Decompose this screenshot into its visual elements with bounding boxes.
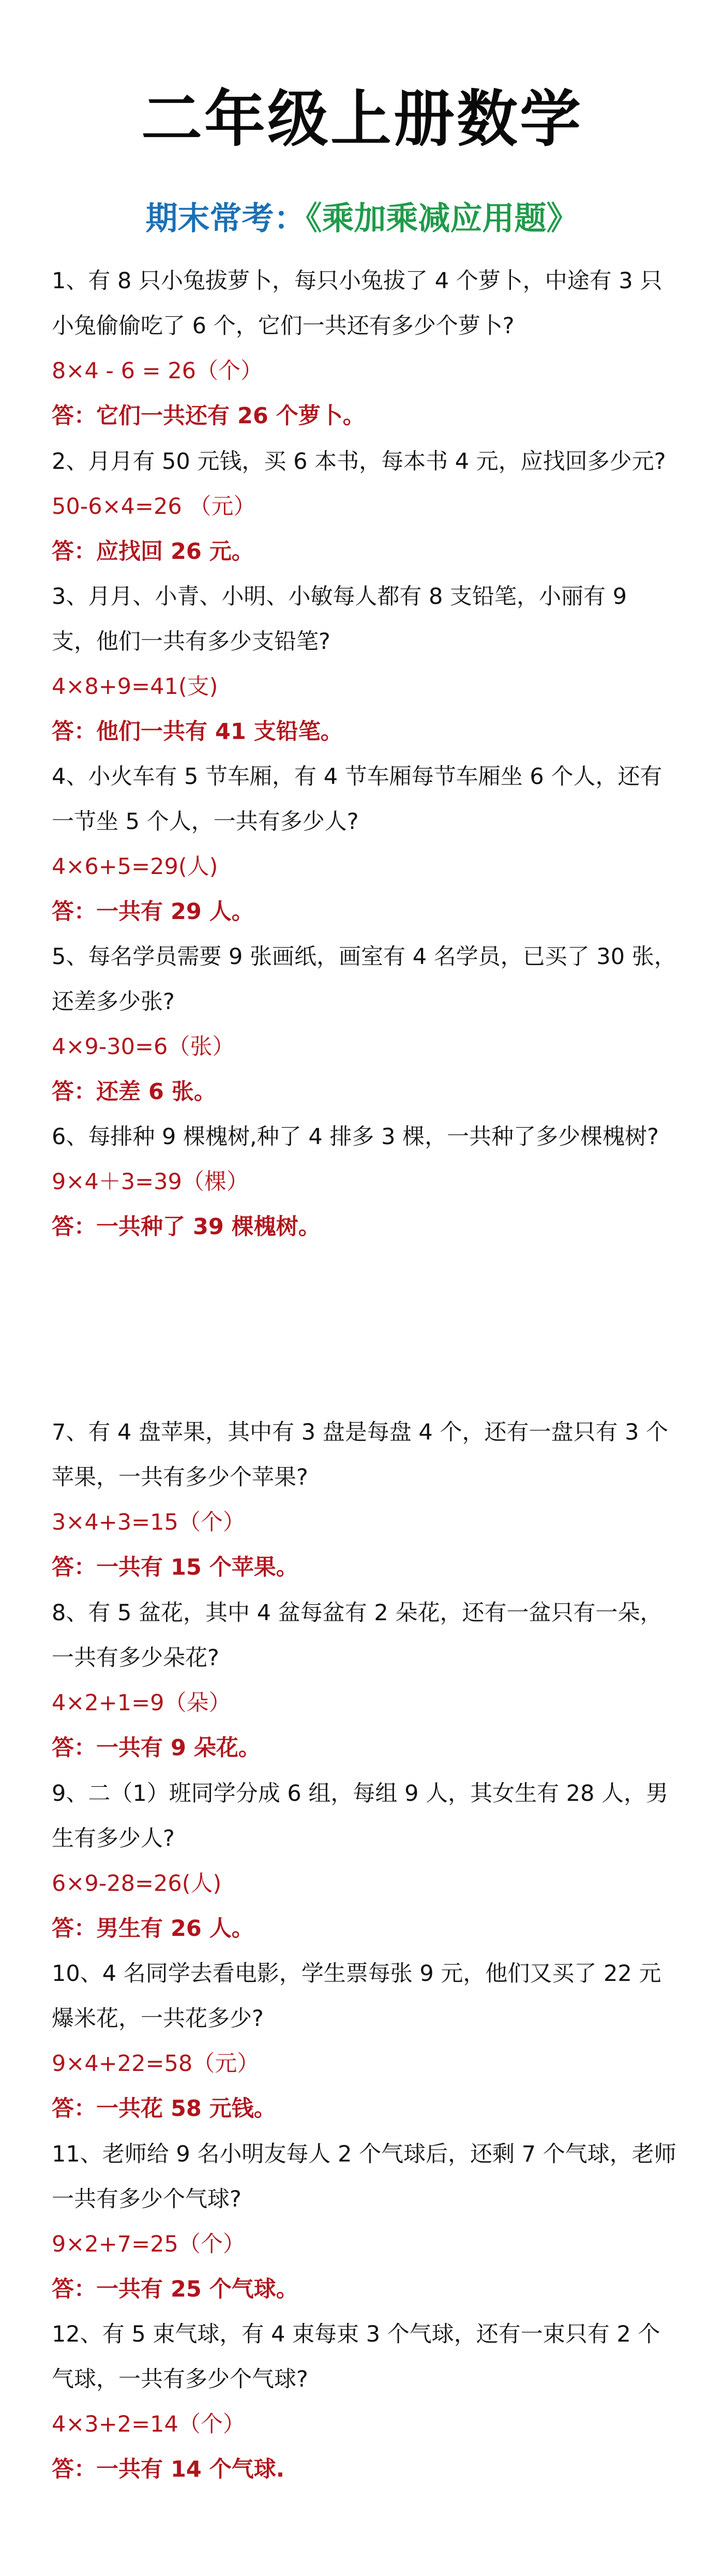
problem-question: 9、二（1）班同学分成 6 组，每组 9 人，其女生有 28 人，男生有多少人? [52, 1781, 669, 1852]
problem-question: 6、每排种 9 棵槐树,种了 4 排多 3 棵，一共种了多少棵槐树? [52, 1124, 659, 1150]
problem-7 [52, 1410, 677, 1590]
problem-4 [52, 754, 677, 935]
problem-question: 4、小火车有 5 节车厢，有 4 节车厢每节车厢坐 6 个人，还有一节坐 5 个人，一共有多少人? [52, 764, 662, 835]
problem-question: 10、4 名同学去看电影，学生票每张 9 元，他们又买了 22 元爆米花，一共花多少? [52, 1961, 661, 2032]
problem-answer: 答：它们一共还有 26 个萝卜。 [52, 403, 365, 429]
problem-2 [52, 439, 677, 574]
problem-answer: 答：他们一共有 41 支铅笔。 [52, 719, 343, 745]
problem-formula: 4×9-30=6（张） [52, 1034, 235, 1060]
problem-answer: 答：一共花 58 元钱。 [52, 2096, 276, 2122]
problem-question: 7、有 4 盘苹果，其中有 3 盘是每盘 4 个，还有一盘只有 3 个苹果，一共有多少个苹果? [52, 1419, 669, 1490]
problem-question: 1、有 8 只小兔拔萝卜，每只小兔拔了 4 个萝卜，中途有 3 只小兔偷偷吃了 6 个，它们一共还有多少个萝卜? [52, 268, 662, 339]
problem-answer: 答：一共种了 39 棵槐树。 [52, 1214, 321, 1240]
problem-question: 5、每名学员需要 9 张画纸，画室有 4 名学员，已买了 30 张，还差多少张? [52, 944, 676, 1015]
page-subtitle [0, 198, 724, 239]
problem-answer: 答：一共有 9 朵花。 [52, 1735, 261, 1761]
problem-formula: 6×9-28=26(人) [52, 1871, 222, 1897]
problem-question: 8、有 5 盆花，其中 4 盆每盆有 2 朵花，还有一盆只有一朵，一共有多少朵花? [52, 1600, 662, 1671]
problem-1 [52, 259, 677, 439]
problem-question: 2、月月有 50 元钱，买 6 本书，每本书 4 元，应找回多少元? [52, 449, 666, 475]
problem-answer: 答：还差 6 张。 [52, 1079, 216, 1105]
problem-formula: 4×8+9=41(支) [52, 674, 218, 700]
problem-5 [52, 935, 677, 1115]
problem-answer: 答：男生有 26 人。 [52, 1916, 254, 1942]
problem-question: 11、老师给 9 名小明友每人 2 个气球后，还剩 7 个气球，老师一共有多少个气球? [52, 2141, 676, 2212]
problem-formula: 9×4＋3=39（棵） [52, 1169, 249, 1195]
problem-formula: 50-6×4=26 （元） [52, 494, 256, 520]
subtitle-prefix: 期末常考： [145, 199, 306, 237]
problem-3 [52, 574, 677, 754]
problem-10 [52, 1951, 677, 2131]
problem-formula: 8×4 - 6 = 26（个） [52, 358, 263, 384]
problem-answer: 答：一共有 14 个气球. [52, 2456, 285, 2482]
problem-formula: 4×3+2=14（个） [52, 2411, 245, 2437]
problem-6 [52, 1115, 677, 1250]
problem-question: 12、有 5 束气球，有 4 束每束 3 个气球，还有一束只有 2 个气球，一共有多少个气球? [52, 2321, 660, 2392]
problem-answer: 答：一共有 25 个气球。 [52, 2276, 298, 2302]
problem-formula: 4×2+1=9（朵） [52, 1690, 231, 1716]
problem-9 [52, 1771, 677, 1951]
problem-formula: 9×2+7=25（个） [52, 2231, 245, 2257]
page-title: 二年级上册数学 [141, 83, 583, 155]
problem-8 [52, 1591, 677, 1771]
problem-answer: 答：应找回 26 元。 [52, 539, 254, 565]
problem-answer: 答：一共有 29 人。 [52, 899, 254, 925]
subtitle-topic: 《乘加乘减应用题》 [306, 199, 579, 237]
problem-question: 3、月月、小青、小明、小敏每人都有 8 支铅笔，小丽有 9 支，他们一共有多少支铅笔? [52, 584, 627, 655]
problem-formula: 4×6+5=29(人) [52, 854, 218, 880]
problem-formula: 3×4+3=15（个） [52, 1509, 245, 1535]
problem-formula: 9×4+22=58（元） [52, 2051, 260, 2077]
problem-answer: 答：一共有 15 个苹果。 [52, 1555, 298, 1580]
problem-11 [52, 2132, 677, 2312]
problem-12 [52, 2312, 677, 2492]
